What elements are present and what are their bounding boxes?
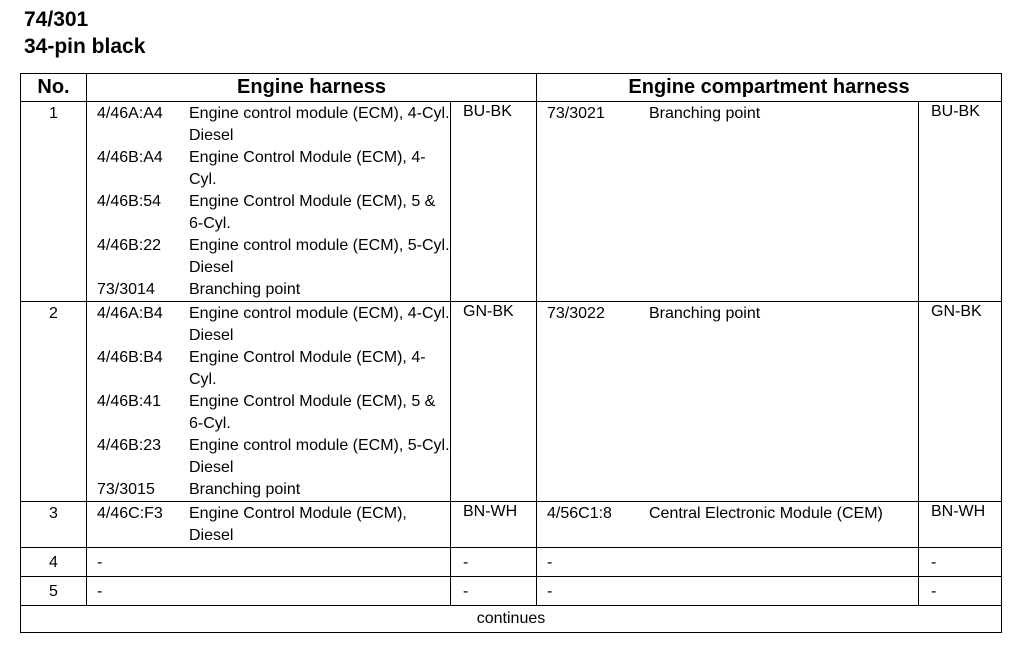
engine-compartment-harness-cell xyxy=(537,302,919,502)
engine-harness-wire-color: BN-WH xyxy=(451,502,537,548)
table-footer-row xyxy=(21,606,1002,633)
engine-harness-cell xyxy=(87,302,451,502)
engine-harness-entry xyxy=(87,479,450,501)
engine-harness-cell xyxy=(87,548,451,577)
component-description: Branching point xyxy=(189,281,301,298)
component-description: Engine control module (ECM), 4-Cyl. Diesel xyxy=(189,305,450,344)
row-number: 5 xyxy=(21,577,87,606)
connector-pin: 4/46B:54 xyxy=(97,193,162,210)
column-header-engine-harness: Engine harness xyxy=(87,74,537,102)
engine-compartment-harness-cell xyxy=(537,102,919,302)
connector-pin: 4/46B:41 xyxy=(97,393,162,410)
engine-harness-entry xyxy=(87,147,450,191)
connector-pin: 73/3015 xyxy=(97,481,155,498)
engine-compartment-harness-wire-color: - xyxy=(919,577,1002,606)
connector-pin: 4/46B:B4 xyxy=(97,349,163,366)
connector-pin: - xyxy=(547,582,553,600)
connector-pin: 4/46B:A4 xyxy=(97,149,163,166)
connector-pin: 4/46B:23 xyxy=(97,437,162,454)
engine-harness-wire-color: - xyxy=(451,548,537,577)
table-row xyxy=(21,302,1002,502)
component-description: Branching point xyxy=(189,481,301,498)
engine-harness-entry xyxy=(87,552,450,574)
table-row xyxy=(21,548,1002,577)
column-header-engine-compartment-harness: Engine compartment harness xyxy=(537,74,1002,102)
engine-harness-entry xyxy=(87,235,450,279)
component-description xyxy=(189,581,450,603)
engine-compartment-harness-wire-color: BN-WH xyxy=(919,502,1002,548)
component-description xyxy=(189,552,450,574)
engine-harness-entry xyxy=(87,347,450,391)
component-description xyxy=(649,581,918,603)
component-description: Branching point xyxy=(649,305,761,322)
row-number: 1 xyxy=(21,102,87,302)
connector-pin: 4/46A:B4 xyxy=(97,305,163,322)
column-header-no: No. xyxy=(21,74,87,102)
page-header xyxy=(24,6,145,60)
engine-compartment-harness-entry xyxy=(537,552,918,574)
connector-pin: - xyxy=(97,582,103,600)
engine-compartment-harness-entry xyxy=(537,103,918,125)
engine-harness-entry xyxy=(87,581,450,603)
engine-harness-cell xyxy=(87,102,451,302)
component-description: Engine control module (ECM), 5-Cyl. Diesel xyxy=(189,237,450,276)
engine-harness-entry xyxy=(87,435,450,479)
component-description: Engine Control Module (ECM), 5 & 6-Cyl. xyxy=(189,193,436,232)
row-number: 4 xyxy=(21,548,87,577)
connector-pin: - xyxy=(547,553,553,571)
engine-harness-cell xyxy=(87,577,451,606)
table-header-row xyxy=(21,74,1002,102)
engine-compartment-harness-wire-color: - xyxy=(919,548,1002,577)
engine-harness-cell xyxy=(87,502,451,548)
row-number: 2 xyxy=(21,302,87,502)
connector-subtitle: 34-pin black xyxy=(24,35,146,58)
component-description: Branching point xyxy=(649,105,761,122)
table-row xyxy=(21,502,1002,548)
engine-compartment-harness-cell xyxy=(537,577,919,606)
component-description: Engine control module (ECM), 5-Cyl. Diesel xyxy=(189,437,450,476)
wiring-table xyxy=(20,73,1002,633)
engine-compartment-harness-cell xyxy=(537,548,919,577)
engine-harness-entry xyxy=(87,279,450,301)
component-description: Engine control module (ECM), 4-Cyl. Diesel xyxy=(189,105,450,144)
engine-harness-entry xyxy=(87,503,450,547)
connector-pin: 4/56C1:8 xyxy=(547,505,612,522)
engine-harness-wire-color: BU-BK xyxy=(451,102,537,302)
connector-pin: - xyxy=(97,553,103,571)
engine-harness-entry xyxy=(87,303,450,347)
connector-pin: 4/46C:F3 xyxy=(97,505,163,522)
continues-note: continues xyxy=(21,606,1002,633)
component-description: Engine Control Module (ECM), 4-Cyl. xyxy=(189,349,426,388)
connector-pin: 73/3022 xyxy=(547,305,605,322)
connector-pin: 4/46A:A4 xyxy=(97,105,163,122)
connector-code: 74/301 xyxy=(24,8,89,31)
component-description: Central Electronic Module (CEM) xyxy=(649,505,883,522)
engine-harness-wire-color: - xyxy=(451,577,537,606)
engine-compartment-harness-entry xyxy=(537,503,918,525)
engine-compartment-harness-cell xyxy=(537,502,919,548)
row-number: 3 xyxy=(21,502,87,548)
engine-harness-entry xyxy=(87,391,450,435)
table-row xyxy=(21,102,1002,302)
component-description: Engine Control Module (ECM), 4-Cyl. xyxy=(189,149,426,188)
engine-harness-entry xyxy=(87,191,450,235)
connector-pin: 4/46B:22 xyxy=(97,237,162,254)
component-description: Engine Control Module (ECM), 5 & 6-Cyl. xyxy=(189,393,436,432)
component-description: Engine Control Module (ECM), Diesel xyxy=(189,505,407,544)
table-row xyxy=(21,577,1002,606)
engine-harness-entry xyxy=(87,103,450,147)
engine-compartment-harness-wire-color: GN-BK xyxy=(919,302,1002,502)
engine-compartment-harness-entry xyxy=(537,581,918,603)
connector-pin: 73/3021 xyxy=(547,105,605,122)
component-description xyxy=(649,552,918,574)
engine-compartment-harness-wire-color: BU-BK xyxy=(919,102,1002,302)
connector-pin: 73/3014 xyxy=(97,281,155,298)
engine-harness-wire-color: GN-BK xyxy=(451,302,537,502)
engine-compartment-harness-entry xyxy=(537,303,918,325)
